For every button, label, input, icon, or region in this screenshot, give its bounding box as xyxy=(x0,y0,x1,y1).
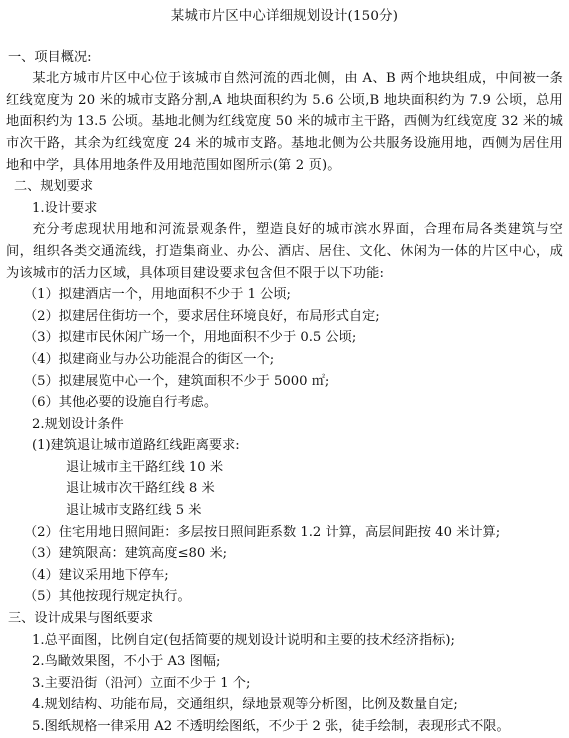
section2-heading: 二、规划要求 xyxy=(14,179,94,195)
setback-item-1: 退让城市主干路红线 10 米 xyxy=(66,459,224,475)
section1-heading: 一、项目概况: xyxy=(8,49,92,65)
document-title: 某城市片区中心详细规划设计(150分) xyxy=(170,9,399,24)
result-item-1: 1.总平面图，比例自定(包括简要的规划设计说明和主要的技术经济指标); xyxy=(32,632,455,648)
design-heading: 1.设计要求 xyxy=(32,200,98,216)
design-item-4: （4）拟建商业与办公功能混合的街区一个; xyxy=(24,351,275,367)
section3-heading: 三、设计成果与图纸要求 xyxy=(8,611,154,627)
setback-item-3: 退让城市支路红线 5 米 xyxy=(66,503,202,519)
design-item-1: （1）拟建酒店一个，用地面积不少于 1 公顷; xyxy=(24,287,291,303)
condition-item-5: （5）其他按现行规定执行。 xyxy=(24,589,191,605)
condition-item-3: （3）建筑限高：建筑高度≤80 米; xyxy=(24,546,228,562)
condition-item-2: （2）住宅用地日照间距：多层按日照间距系数 1.2 计算，高层间距按 40 米计算; xyxy=(24,524,501,540)
result-item-3: 3.主要沿街（沿河）立面不少于 1 个; xyxy=(32,675,251,691)
result-item-4: 4.规划结构、功能布局，交通组织，绿地景观等分析图，比例及数量自定; xyxy=(32,697,458,713)
design-item-2: （2）拟建居住街坊一个，要求居住环境良好，布局形式自定; xyxy=(24,308,380,324)
design-item-5: （5）拟建展览中心一个，建筑面积不少于 5000 ㎡; xyxy=(24,373,330,389)
result-item-5: 5.图纸规格一律采用 A2 不透明绘图纸，不少于 2 张，徒手绘制，表现形式不限。 xyxy=(32,719,510,734)
design-body: 充分考虑现状用地和河流景观条件，塑造良好的城市滨水界面，合理布局各类建筑与空间，组织各类交通流线，打造集商业、办公、酒店、居住、文化、休闲为一体的片区中心，成为该城市的活力区域，具体项目建设要求包含但不限于以下功能: xyxy=(6,222,563,281)
setback-item-2: 退让城市次干路红线 8 米 xyxy=(66,481,215,497)
design-item-3: （3）拟建市民休闲广场一个，用地面积不少于 0.5 公顷; xyxy=(24,330,357,346)
condition-item-4: （4）建议采用地下停车; xyxy=(24,567,169,583)
setback-heading: (1)建筑退让城市道路红线距离要求: xyxy=(32,438,240,454)
conditions-heading: 2.规划设计条件 xyxy=(32,416,124,432)
design-item-6: （6）其他必要的设施自行考虑。 xyxy=(24,395,218,411)
result-item-2: 2.鸟瞰效果图，不小于 A3 图幅; xyxy=(32,654,221,670)
section1-body: 某北方城市片区中心位于该城市自然河流的西北侧，由 A、B 两个地块组成，中间被一条红线宽度为 20 米的城市支路分割,A 地块面积约为 5.6 公顷,B 地块面积约为 7.9 公顷，总用地面积约为 13.5 公顷。基地北侧为红线宽度 50 米的城市主干路，西侧为红线宽度 32 米的城市次干路，其余为红线宽度 24 米的城市支路。基地北侧为公共服务设施用地，西侧为居住用地和中学，具体用地条件及用地范围如图所示(第 2 页)。 xyxy=(6,71,563,173)
